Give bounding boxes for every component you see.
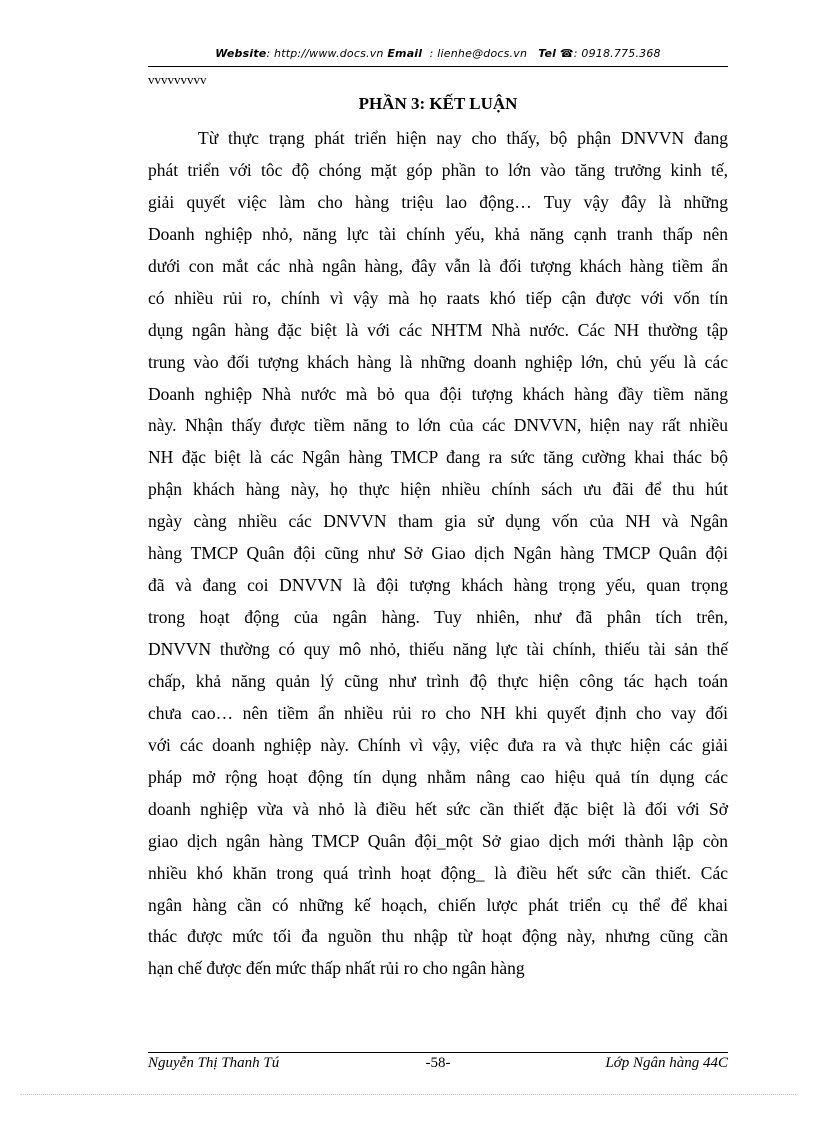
paragraph-line: với các doanh nghiệp này. Chính vì vậy, việc đưa ra và thực hiện các giải — [148, 734, 728, 755]
paragraph-line: dụng ngân hàng đặc biệt là với các NHTM Nhà nước. Các NH thường tập — [148, 319, 728, 340]
paragraph-line: có nhiều rủi ro, chính vì vậy mà họ raats khó tiếp cận được với vốn tín — [148, 287, 728, 308]
tel-label: Tel — [538, 47, 557, 60]
paragraph-line: giải quyết việc làm cho hàng triệu lao động… Tuy vậy đây là những — [148, 191, 728, 212]
paragraph-line: ngày càng nhiều các DNVVN tham gia sử dụng vốn của NH và Ngân — [148, 511, 728, 532]
paragraph-line: chấp, khả năng quản lý cũng như trình độ thực hiện công tác hạch toán — [148, 670, 728, 691]
footer-class: Lớp Ngân hàng 44C — [605, 1055, 728, 1071]
telephone-icon: ☎ — [559, 47, 574, 60]
header-divider — [148, 66, 728, 67]
paragraph-line: giao dịch ngân hàng TMCP Quân đội_một Sở giao dịch mới thành lập còn — [148, 830, 728, 851]
website-value: : http://www.docs.vn — [266, 47, 384, 60]
paragraph-line: NH đặc biệt là các Ngân hàng TMCP đang ra sức tăng cường khai thác bộ — [148, 447, 728, 468]
paragraph-line: doanh nghiệp vừa và nhỏ là điều hết sức cần thiết đặc biệt là đối với Sở — [148, 798, 728, 819]
paragraph-line: DNVVN thường có quy mô nhỏ, thiếu năng lực tài chính, thiếu tài sản thế — [148, 639, 728, 659]
footer-author: Nguyễn Thị Thanh Tú — [148, 1055, 280, 1071]
section-title: PHẦN 3: KẾT LUẬN — [358, 94, 518, 113]
paragraph-line: này. Nhận thấy được tiềm năng to lớn của các DNVVN, hiện nay rất nhiều — [148, 415, 728, 436]
paragraph-line: Doanh nghiệp Nhà nước mà bỏ qua đội tượng khách hàng đầy tiềm năng — [148, 383, 728, 404]
page-header — [148, 47, 728, 60]
conclusion-paragraph — [148, 123, 728, 985]
paragraph-line: pháp mở rộng hoạt động tín dụng nhằm nâng cao hiệu quả tín dụng các — [148, 766, 728, 787]
page-bottom-edge — [20, 1094, 796, 1095]
paragraph-line: nhiều khó khăn trong quá trình hoạt động_ là điều hết sức cần thiết. Các — [148, 862, 728, 883]
footer-divider — [148, 1052, 728, 1053]
paragraph-line: hạn chế được đến mức thấp nhất rủi ro cho ngân hàng — [148, 958, 525, 979]
paragraph-line: ngân hàng cần có những kế hoạch, chiến lược phát triển cụ thể để khai — [148, 894, 728, 915]
website-label: Website — [215, 47, 267, 60]
page-number: -58- — [425, 1055, 451, 1071]
page-footer — [148, 1055, 728, 1077]
paragraph-line: phát triển với tôc độ chóng mặt góp phần to lớn vào tăng trưởng kinh tế, — [148, 159, 728, 180]
paragraph-line: phận khách hàng này, họ thực hiện nhiều chính sách ưu đãi để thu hút — [148, 479, 728, 500]
paragraph-line: trong hoạt động của ngân hàng. Tuy nhiên, như đã phân tích trên, — [148, 607, 728, 628]
paragraph-line: đã và đang coi DNVVN là đội tượng khách hàng trọng yếu, quan trọng — [148, 575, 728, 596]
paragraph-line: Từ thực trạng phát triển hiện nay cho thấy, bộ phận DNVVN đang — [198, 128, 728, 148]
paragraph-line: hàng TMCP Quân đội cũng như Sở Giao dịch Ngân hàng TMCP Quân đội — [148, 543, 728, 564]
paragraph-line: trung vào đối tượng khách hàng là những doanh nghiệp lớn, chủ yếu là các — [148, 351, 728, 372]
paragraph-line: thác được mức tối đa nguồn thu nhập từ hoạt động này, nhưng cũng cần — [148, 926, 728, 947]
tel-value: : 0918.775.368 — [573, 47, 661, 60]
paragraph-line: chưa cao… nên tiềm ẩn nhiều rủi ro cho NH khi quyết định cho vay đối — [148, 702, 728, 723]
email-value: : lienhe@docs.vn — [429, 47, 528, 60]
paragraph-line: dưới con mắt các nhà ngân hàng, đây vẫn là đối tượng khách hàng tiềm ẩn — [148, 255, 728, 276]
page-marker: vvvvvvvvv — [148, 72, 207, 87]
paragraph-line: Doanh nghiệp nhỏ, năng lực tài chính yếu, khả năng cạnh tranh thấp nên — [148, 223, 728, 244]
email-label: Email — [387, 47, 423, 60]
